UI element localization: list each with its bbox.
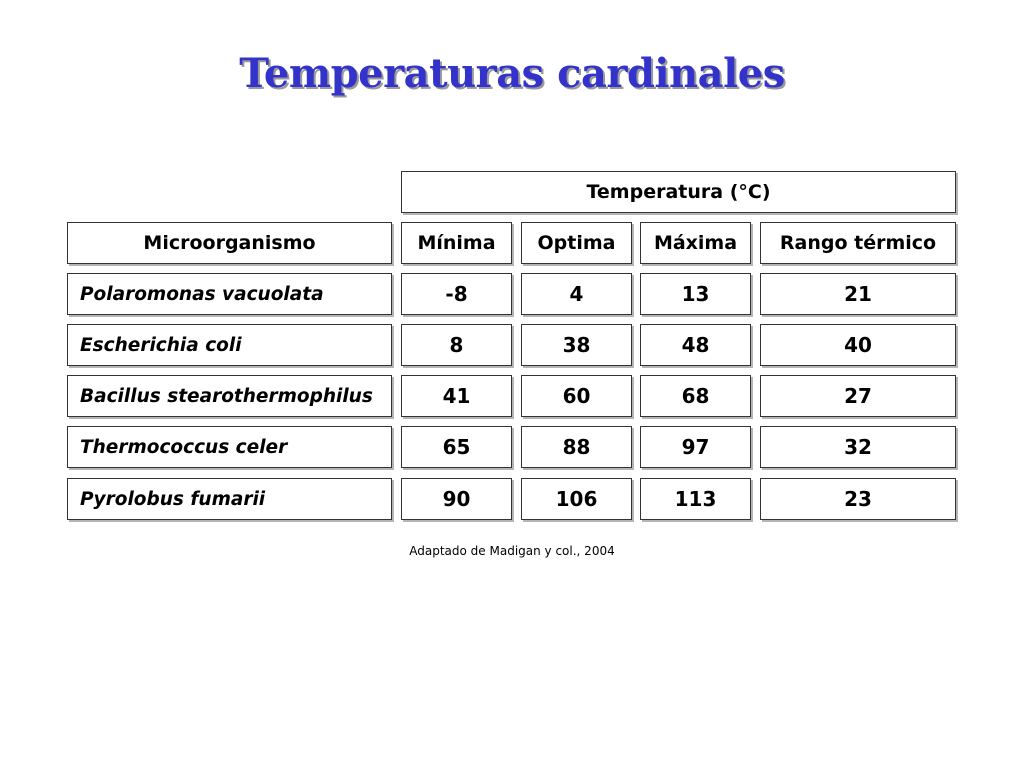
table-row-organism: Thermococcus celer [67, 426, 392, 468]
temperature-group-header: Temperatura (°C) [401, 171, 956, 213]
table-row-range: 40 [760, 324, 956, 366]
column-header-microorganism: Microorganismo [67, 222, 392, 264]
table-row-range: 32 [760, 426, 956, 468]
table-row-range: 21 [760, 273, 956, 315]
table-row-min: 41 [401, 375, 512, 417]
table-row-opt: 88 [521, 426, 632, 468]
table-row-opt: 38 [521, 324, 632, 366]
source-citation: Adaptado de Madigan y col., 2004 [409, 544, 615, 558]
table-row-range: 23 [760, 478, 956, 520]
table-row-opt: 4 [521, 273, 632, 315]
table-row-min: -8 [401, 273, 512, 315]
column-header-opt: Optima [521, 222, 632, 264]
table-row-min: 90 [401, 478, 512, 520]
column-header-max: Máxima [640, 222, 751, 264]
table-row-max: 48 [640, 324, 751, 366]
table-row-range: 27 [760, 375, 956, 417]
column-header-range: Rango térmico [760, 222, 956, 264]
slide-title: Temperaturas cardinales [239, 50, 785, 97]
table-row-max: 13 [640, 273, 751, 315]
table-row-organism: Pyrolobus fumarii [67, 478, 392, 520]
table-row-opt: 60 [521, 375, 632, 417]
column-header-min: Mínima [401, 222, 512, 264]
table-row-max: 97 [640, 426, 751, 468]
table-row-opt: 106 [521, 478, 632, 520]
table-row-organism: Escherichia coli [67, 324, 392, 366]
table-row-organism: Polaromonas vacuolata [67, 273, 392, 315]
table-row-min: 8 [401, 324, 512, 366]
table-row-min: 65 [401, 426, 512, 468]
table-row-max: 113 [640, 478, 751, 520]
table-row-max: 68 [640, 375, 751, 417]
table-row-organism: Bacillus stearothermophilus [67, 375, 392, 417]
